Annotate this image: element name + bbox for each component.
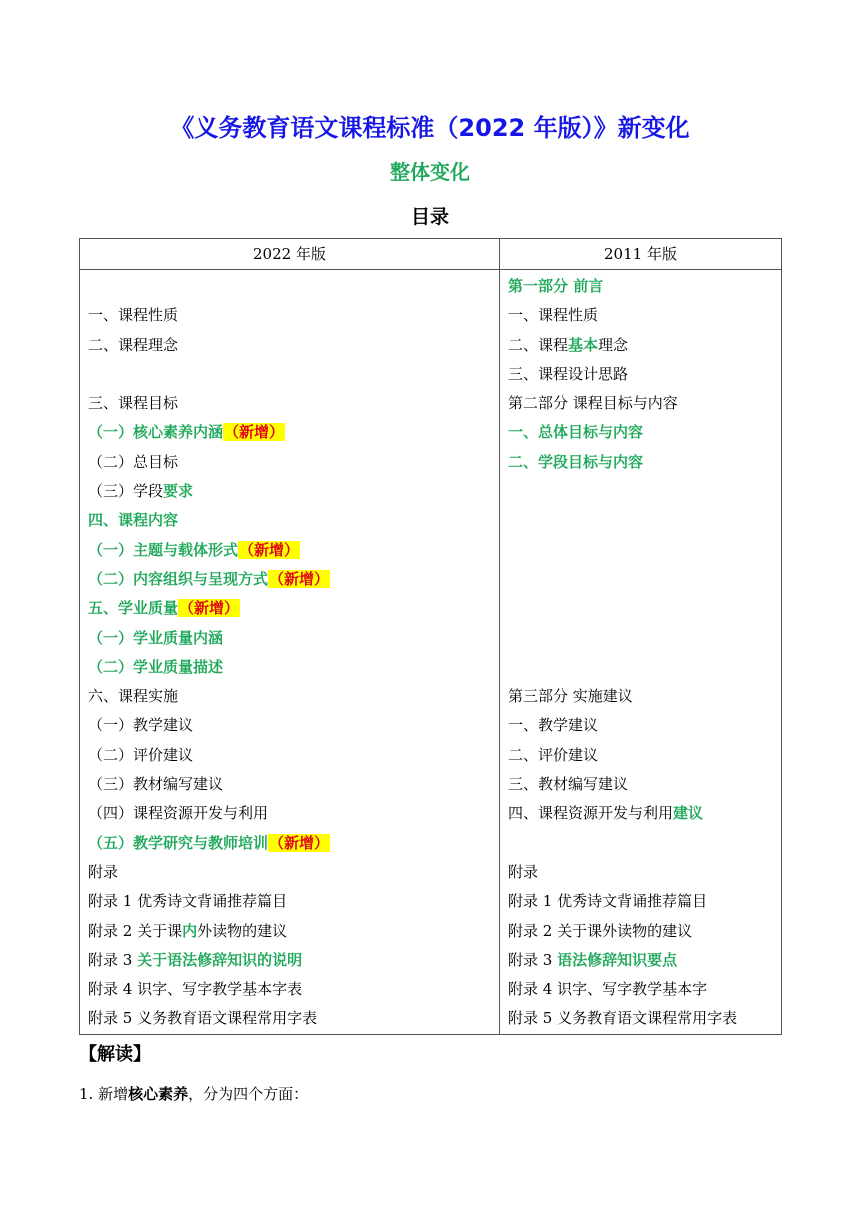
toc-text: 附录 1 优秀诗文背诵推荐篇目	[508, 892, 708, 911]
toc-text: 三、教材编写建议	[508, 775, 629, 794]
toc-2011-line	[508, 975, 781, 1004]
toc-2022-line	[88, 536, 499, 565]
toc-2022-line	[88, 448, 499, 477]
toc-text: 四、课程内容	[88, 511, 179, 530]
toc-text: 附录 3	[88, 950, 138, 969]
new-badge: （新增）	[239, 540, 300, 559]
toc-text: 二、学段目标与内容	[508, 452, 644, 471]
toc-text: 基本	[568, 335, 599, 354]
toc-text: 二、课程理念	[88, 335, 179, 354]
toc-2011-line	[508, 536, 781, 565]
toc-text: （三）教材编写建议	[88, 775, 224, 794]
item-text: 1. 新增	[79, 1085, 129, 1103]
toc-text: （四）课程资源开发与利用	[88, 804, 269, 823]
comparison-table	[79, 238, 782, 1035]
toc-2022-line	[88, 360, 499, 389]
document-title: 《义务教育语文课程标准（2022 年版）》新变化	[170, 114, 690, 142]
toc-2022-line	[88, 946, 499, 975]
toc-text: 内	[182, 921, 198, 940]
toc-text: 附录 5 义务教育语文课程常用字表	[508, 1009, 738, 1028]
toc-text: 二、评价建议	[508, 745, 599, 764]
toc-2022-line	[88, 887, 499, 916]
toc-2011-line	[508, 829, 781, 858]
toc-2011-line	[508, 360, 781, 389]
toc-text: 五、学业质量	[88, 599, 179, 618]
toc-2011-line	[508, 448, 781, 477]
toc-text: 语法修辞知识要点	[557, 950, 678, 969]
toc-text: （一）主题与载体形式	[88, 540, 239, 559]
item-text: ，分为四个方面：	[188, 1085, 309, 1103]
toc-2011-line	[508, 770, 781, 799]
toc-2022-line	[88, 858, 499, 887]
toc-text: 一、课程性质	[508, 306, 599, 325]
toc-2022-line	[88, 975, 499, 1004]
toc-text: 附录	[88, 862, 119, 881]
toc-2022-line	[88, 506, 499, 535]
toc-text: （五）教学研究与教师培训	[88, 833, 269, 852]
interpretation-item-1	[79, 1081, 308, 1107]
toc-2011-line	[508, 594, 781, 623]
toc-2022-line	[88, 272, 499, 301]
header-2022: 2022 年版	[80, 239, 500, 270]
toc-text: 一、总体目标与内容	[508, 423, 644, 442]
toc-text: （二）学业质量描述	[88, 657, 224, 676]
toc-text: 三、课程目标	[88, 394, 179, 413]
toc-text: 附录 4 识字、写字教学基本字表	[88, 980, 303, 999]
toc-2011-line	[508, 331, 781, 360]
interpretation-heading: 【解读】	[79, 1044, 151, 1065]
toc-text: （一）教学建议	[88, 716, 194, 735]
toc-2022-line	[88, 477, 499, 506]
toc-2022-line	[88, 770, 499, 799]
toc-text: 一、教学建议	[508, 716, 599, 735]
toc-text: 六、课程实施	[88, 687, 179, 706]
toc-text: （二）评价建议	[88, 745, 194, 764]
toc-2022-line	[88, 301, 499, 330]
new-badge: （新增）	[269, 569, 330, 588]
toc-2011-line	[508, 1004, 781, 1033]
toc-text: 四、课程资源开发与利用	[508, 804, 674, 823]
toc-text: 三、课程设计思路	[508, 364, 629, 383]
toc-2022-line	[88, 624, 499, 653]
toc-text: 第一部分 前言	[508, 277, 604, 295]
toc-text: 附录	[508, 862, 539, 881]
toc-2011-line	[508, 858, 781, 887]
toc-2022-line	[88, 565, 499, 594]
toc-2022-line	[88, 799, 499, 828]
toc-2011-line	[508, 741, 781, 770]
column-2011	[500, 270, 782, 1035]
section-subtitle: 整体变化	[390, 160, 470, 184]
toc-2011-line	[508, 711, 781, 740]
toc-text: 关于语法修辞知识的说明	[137, 950, 303, 969]
item-bold-text: 核心素养	[128, 1085, 189, 1103]
toc-2022-line	[88, 917, 499, 946]
column-2022	[80, 270, 500, 1035]
toc-2022-line	[88, 829, 499, 858]
toc-2011-line	[508, 272, 781, 301]
toc-2022-line	[88, 1004, 499, 1033]
new-badge: （新增）	[179, 599, 240, 618]
toc-2022-line	[88, 389, 499, 418]
toc-text: 附录 4 识字、写字教学基本字	[508, 980, 708, 999]
toc-text: 一、课程性质	[88, 306, 179, 325]
toc-2011-line	[508, 418, 781, 447]
toc-2011-line	[508, 799, 781, 828]
toc-2011-line	[508, 624, 781, 653]
toc-text: 第三部分 实施建议	[508, 687, 633, 706]
toc-2022-line	[88, 682, 499, 711]
toc-2022-line	[88, 741, 499, 770]
toc-2022-line	[88, 418, 499, 447]
toc-text: 附录 2 关于课	[88, 921, 183, 940]
toc-text: 建议	[673, 804, 704, 823]
toc-text: 二、课程	[508, 335, 569, 354]
toc-text: 附录 5 义务教育语文课程常用字表	[88, 1009, 318, 1028]
header-2011: 2011 年版	[500, 239, 782, 270]
toc-2022-line	[88, 653, 499, 682]
toc-2011-line	[508, 917, 781, 946]
toc-text: （一）学业质量内涵	[88, 628, 224, 647]
toc-text: 外读物的建议	[197, 921, 288, 940]
toc-2011-line	[508, 477, 781, 506]
toc-2011-line	[508, 565, 781, 594]
toc-2022-line	[88, 711, 499, 740]
toc-heading: 目录	[410, 206, 449, 228]
table-header-row	[80, 239, 782, 270]
new-badge: （新增）	[269, 833, 330, 852]
toc-text: （一）核心素养内涵	[88, 423, 224, 442]
toc-text: 理念	[598, 335, 629, 354]
new-badge: （新增）	[224, 423, 285, 442]
toc-text: （二）内容组织与呈现方式	[88, 569, 269, 588]
toc-text: 附录 1 优秀诗文背诵推荐篇目	[88, 892, 288, 911]
toc-text: 第二部分 课程目标与内容	[508, 394, 678, 413]
toc-2022-line	[88, 594, 499, 623]
toc-text: 要求	[163, 482, 194, 501]
toc-2011-line	[508, 301, 781, 330]
toc-2011-line	[508, 682, 781, 711]
toc-2011-line	[508, 506, 781, 535]
toc-text: 附录 2 关于课外读物的建议	[508, 921, 693, 940]
toc-2011-line	[508, 946, 781, 975]
toc-2011-line	[508, 887, 781, 916]
toc-2011-line	[508, 389, 781, 418]
toc-2022-line	[88, 331, 499, 360]
toc-text: （三）学段	[88, 482, 164, 501]
toc-2011-line	[508, 653, 781, 682]
toc-text: 附录 3	[508, 950, 558, 969]
toc-text: （二）总目标	[88, 452, 179, 471]
